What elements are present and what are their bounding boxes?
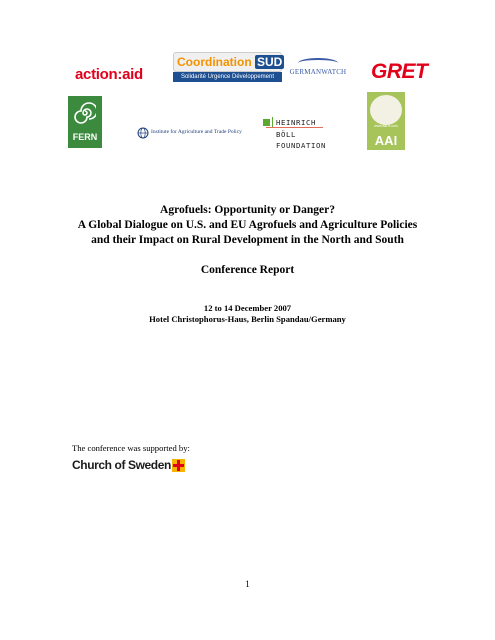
- event-venue: Hotel Christophorus-Haus, Berlin Spandau/Germany: [149, 314, 346, 324]
- fern-logo: [68, 96, 102, 148]
- title-line-1: Agrofuels: Opportunity or Danger?: [160, 204, 335, 216]
- cross-icon: [172, 459, 185, 472]
- fern-spiral-icon: [74, 102, 96, 124]
- conference-report-heading: Conference Report: [200, 264, 295, 276]
- coordination-sud-logo: [173, 52, 282, 82]
- globe-icon: [137, 127, 149, 139]
- germanwatch-logo: [287, 58, 349, 76]
- coordination-sud-part1: Coordination: [177, 55, 252, 69]
- heinrich-boell-logo: [263, 117, 343, 151]
- boell-line-icon: [272, 117, 273, 127]
- page-number: 1: [245, 579, 250, 589]
- germanwatch-label: GERMANWATCH: [289, 68, 347, 76]
- boell-line-3: FOUNDATION: [276, 141, 326, 150]
- support-text: The conference was supported by:: [72, 443, 190, 453]
- coordination-sud-part2: SUD: [257, 55, 283, 69]
- title-line-2: A Global Dialogue on U.S. and EU Agrofuels and Agriculture Policies: [77, 219, 418, 231]
- aai-logo: [367, 92, 405, 150]
- boell-line-2: BÖLL: [276, 129, 296, 139]
- title-line-3: and their Impact on Rural Development in the North and South: [91, 234, 404, 246]
- aai-badge-icon: [370, 95, 402, 125]
- boell-line-1: HEINRICH: [276, 118, 316, 127]
- coordination-sud-tagline: Solidarité Urgence Développement: [173, 72, 282, 82]
- aai-label: AAI: [374, 133, 398, 148]
- aai-url: www.aai-tt.com: [374, 124, 398, 128]
- actionaid-logo: action:aid: [75, 66, 143, 83]
- iatp-label: Institute for Agriculture and Trade Policy: [151, 129, 242, 135]
- church-of-sweden-label: Church of Sweden: [72, 458, 171, 472]
- boell-square-icon: [263, 119, 270, 126]
- fern-label: FERN: [72, 132, 98, 142]
- gret-logo: GRET: [371, 60, 428, 83]
- germanwatch-arc-icon: [298, 58, 338, 68]
- event-dates: 12 to 14 December 2007: [203, 303, 292, 313]
